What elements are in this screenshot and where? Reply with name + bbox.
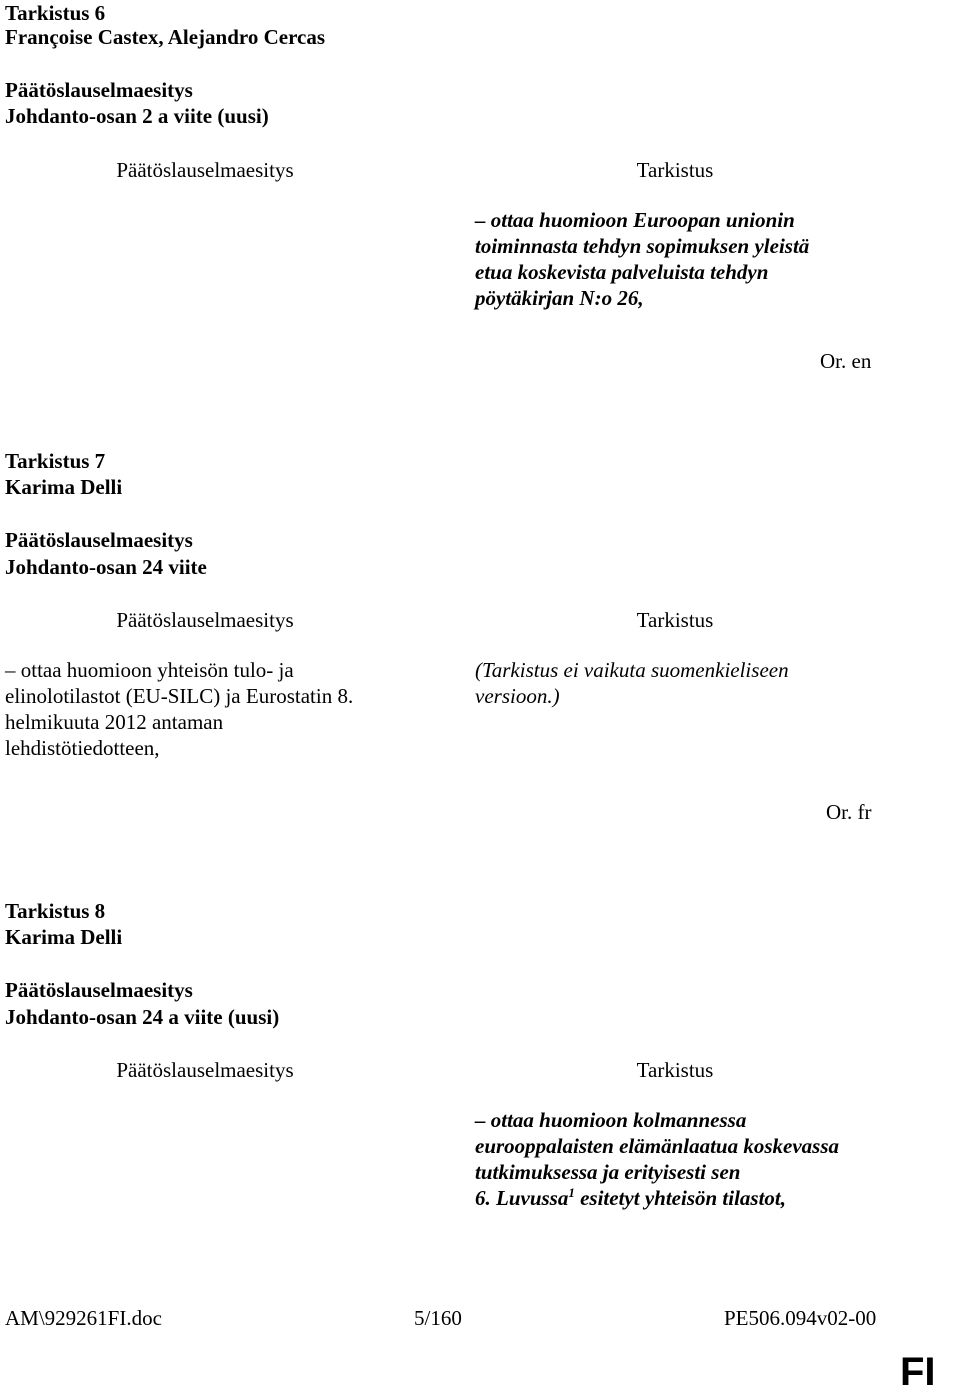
amendment-6-right-header: Tarkistus xyxy=(636,158,714,182)
text-line: tutkimuksessa ja erityisesti sen xyxy=(475,1160,741,1184)
amendment-8-location: Johdanto-osan 24 a viite (uusi) xyxy=(5,1005,280,1029)
amendment-7-doc-type: Päätöslauselmaesitys xyxy=(5,528,193,552)
amendment-8-title: Tarkistus 8 xyxy=(5,899,106,923)
footnote-marker: 1 xyxy=(568,1185,575,1200)
text-line: – ottaa huomioon yhteisön tulo- ja xyxy=(5,658,294,682)
text-line: versioon.) xyxy=(475,684,560,708)
amendment-6-authors: Françoise Castex, Alejandro Cercas xyxy=(5,25,326,49)
amendment-6-left-header: Päätöslauselmaesitys xyxy=(116,158,294,182)
text-line: – ottaa huomioon kolmannessa xyxy=(475,1108,747,1132)
text-line xyxy=(475,1185,839,1211)
text-line: helmikuuta 2012 antaman xyxy=(5,710,224,734)
text-line-end: esitetyt yhteisön tilastot, xyxy=(574,1186,787,1210)
amendment-6-right-text xyxy=(475,207,809,311)
footer-doc-ref: AM\929261FI.doc xyxy=(5,1306,162,1330)
footer-language-mark: FI xyxy=(900,1350,936,1394)
amendment-6-location: Johdanto-osan 2 a viite (uusi) xyxy=(5,104,269,128)
amendment-8-doc-type: Päätöslauselmaesitys xyxy=(5,978,193,1002)
amendment-7-original-language: Or. fr xyxy=(826,800,872,824)
text-line: toiminnasta tehdyn sopimuksen yleistä xyxy=(475,234,810,258)
amendment-7-authors: Karima Delli xyxy=(5,475,123,499)
amendment-7-left-header: Päätöslauselmaesitys xyxy=(116,608,294,632)
amendment-7-right-header: Tarkistus xyxy=(636,608,714,632)
text-line: etua koskevista palveluista tehdyn xyxy=(475,260,769,284)
amendment-7-left-text xyxy=(5,657,353,761)
amendment-8-right-header: Tarkistus xyxy=(636,1058,714,1082)
footer-pe-ref: PE506.094v02-00 xyxy=(724,1306,877,1330)
text-line-start: 6. Luvussa xyxy=(475,1186,569,1210)
amendment-8-left-header: Päätöslauselmaesitys xyxy=(116,1058,294,1082)
amendment-8-right-text xyxy=(475,1107,839,1211)
text-line: eurooppalaisten elämänlaatua koskevassa xyxy=(475,1134,840,1158)
text-line: lehdistötiedotteen, xyxy=(5,736,160,760)
amendment-6-original-language: Or. en xyxy=(820,349,872,373)
amendment-7-title: Tarkistus 7 xyxy=(5,449,106,473)
text-line: (Tarkistus ei vaikuta suomenkieliseen xyxy=(475,658,789,682)
text-line: pöytäkirjan N:o 26, xyxy=(475,286,644,310)
text-line: – ottaa huomioon Euroopan unionin xyxy=(475,208,795,232)
amendment-6-doc-type: Päätöslauselmaesitys xyxy=(5,78,193,102)
footer-page-number: 5/160 xyxy=(414,1306,462,1330)
amendment-7-location: Johdanto-osan 24 viite xyxy=(5,555,207,579)
amendment-8-authors: Karima Delli xyxy=(5,925,123,949)
amendment-6-title: Tarkistus 6 xyxy=(5,1,106,25)
text-line: elinolotilastot (EU-SILC) ja Eurostatin 8. xyxy=(5,684,354,708)
amendment-7-right-text xyxy=(475,657,789,709)
